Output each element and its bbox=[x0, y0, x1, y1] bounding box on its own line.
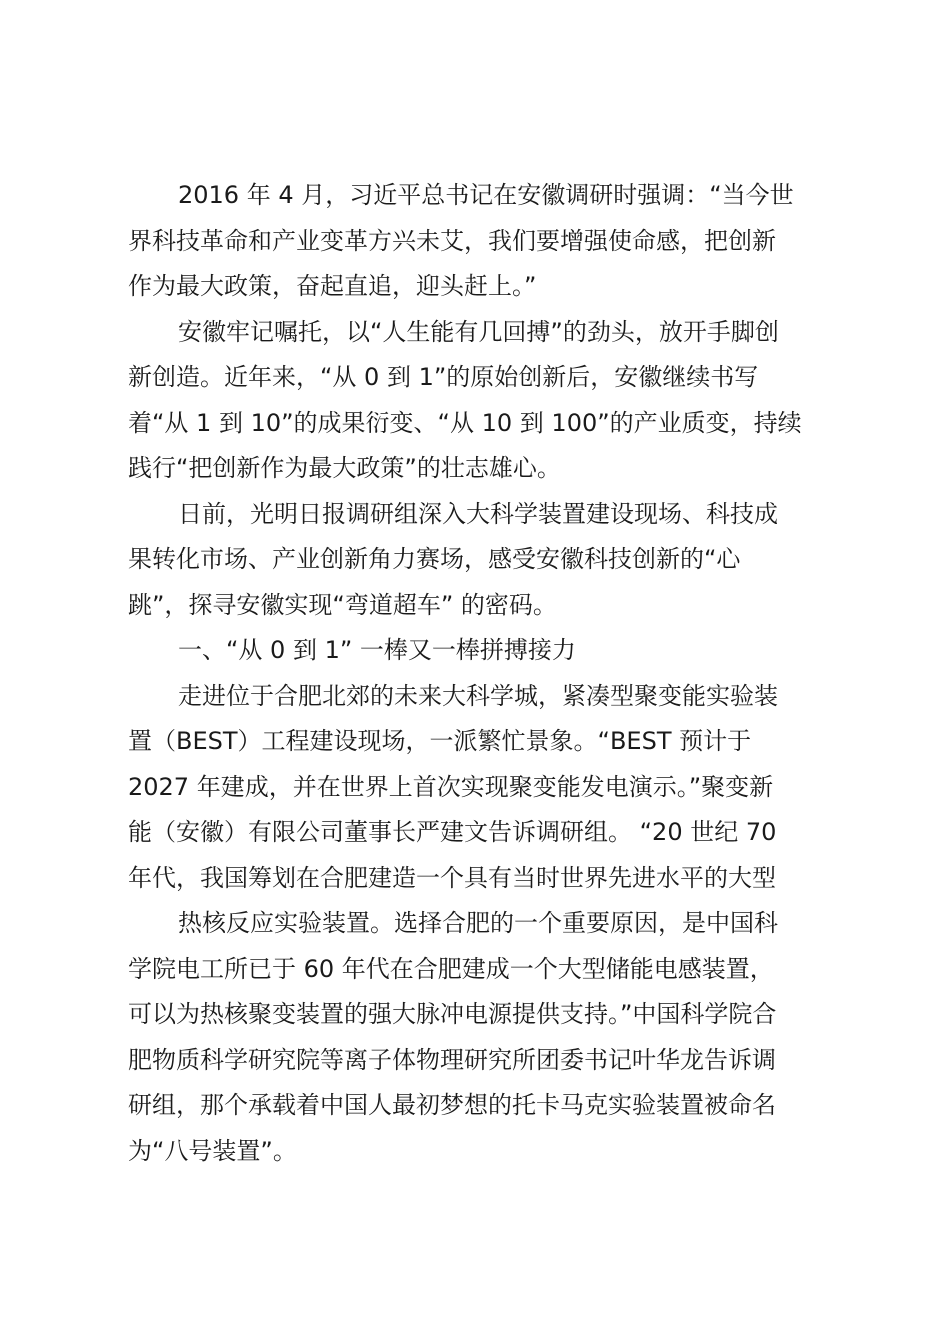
text-line: 走进位于合肥北郊的未来大科学城，紧凑型聚变能实验装 bbox=[178, 681, 778, 710]
section-heading: 一、“从 0 到 1” 一棒又一棒拼搏接力 bbox=[178, 636, 576, 664]
text-line: 2027 年建成，并在世界上首次实现聚变能发电演示。”聚变新 bbox=[128, 772, 774, 801]
text-line: 研组，那个承载着中国人最初梦想的托卡马克实验装置被命名 bbox=[128, 1091, 776, 1119]
text-line: 可以为热核聚变装置的强大脉冲电源提供支持。”中国科学院合 bbox=[128, 1000, 777, 1028]
text-line: 新创造。近年来，“从 0 到 1”的原始创新后，安徽继续书写 bbox=[128, 363, 759, 391]
text-line: 2016 年 4 月，习近平总书记在安徽调研时强调：“当今世 bbox=[178, 181, 794, 209]
text-line: 安徽牢记嘱托，以“人生能有几回搏”的劲头，放开手脚创 bbox=[178, 317, 779, 346]
text-line: 日前，光明日报调研组深入大科学装置建设现场、科技成 bbox=[178, 499, 778, 528]
text-line: 为“八号装置”。 bbox=[128, 1136, 297, 1165]
text-line: 跳”，探寻安徽实现“弯道超车” 的密码。 bbox=[128, 590, 557, 619]
paragraph-best-site bbox=[128, 677, 828, 905]
text-line: 年代，我国筹划在合肥建造一个具有当时世界先进水平的大型 bbox=[128, 863, 776, 892]
text-line: 践行“把创新作为最大政策”的壮志雄心。 bbox=[128, 454, 561, 482]
section-heading-one bbox=[128, 631, 828, 677]
paragraph-thermonuclear bbox=[128, 904, 828, 1177]
text-line: 着“从 1 到 10”的成果衍变、“从 10 到 100”的产业质变，持续 bbox=[128, 408, 802, 437]
paragraph-intro-quote bbox=[128, 176, 828, 313]
text-line: 肥物质科学研究院等离子体物理研究所团委书记叶华龙告诉调 bbox=[128, 1045, 776, 1074]
text-line: 置（BEST）工程建设现场，一派繁忙景象。“BEST 预计于 bbox=[128, 727, 752, 755]
article-body bbox=[128, 176, 828, 1177]
text-line: 作为最大政策，奋起直追，迎头赶上。” bbox=[128, 272, 537, 300]
text-line: 热核反应实验装置。选择合肥的一个重要原因，是中国科 bbox=[178, 909, 778, 937]
text-line: 果转化市场、产业创新角力赛场，感受安徽科技创新的“心 bbox=[128, 545, 741, 573]
paragraph-mandate bbox=[128, 313, 828, 495]
text-line: 学院电工所已于 60 年代在合肥建成一个大型储能电感装置， bbox=[128, 954, 774, 983]
text-line: 能（安徽）有限公司董事长严建文告诉调研组。 “20 世纪 70 bbox=[128, 818, 777, 846]
text-line: 界科技革命和产业变革方兴未艾，我们要增强使命感，把创新 bbox=[128, 226, 776, 255]
paragraph-research-team bbox=[128, 495, 828, 632]
